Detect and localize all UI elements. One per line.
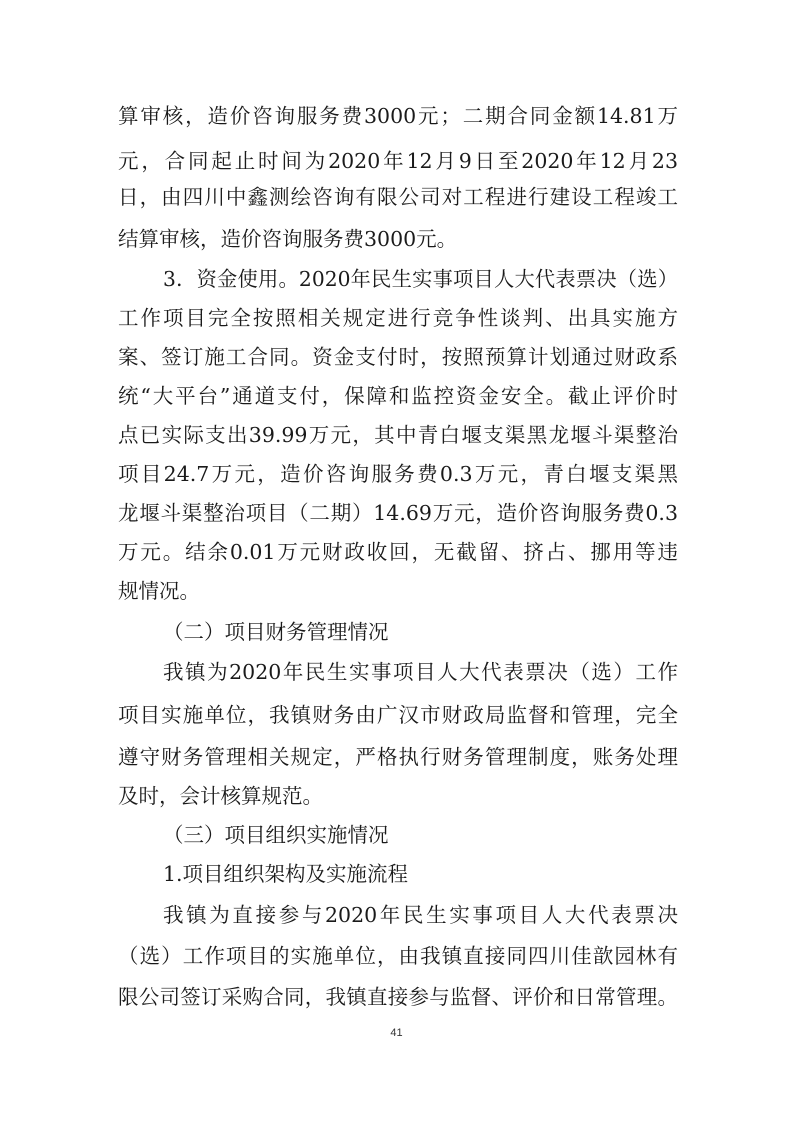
- paragraph-line: 遵守财务管理相关规定，严格执行财务管理制度，账务处理: [118, 745, 678, 769]
- paragraph-line: 限公司签订采购合同，我镇直接参与监督、评价和日常管理。: [118, 985, 678, 1009]
- paragraph-line: 结算审核，造价咨询服务费3000元。: [118, 227, 458, 251]
- paragraph-line: 项目实施单位，我镇财务由广汉市财政局监督和管理，完全: [118, 703, 678, 727]
- paragraph-line: 案、签订施工合同。资金支付时，按照预算计划通过财政系: [118, 345, 678, 369]
- paragraph-line: （选）工作项目的实施单位，由我镇直接同四川佳歆园林有: [118, 944, 678, 968]
- paragraph-line: 万元。结余0.01万元财政收回，无截留、挤占、挪用等违: [118, 540, 678, 564]
- subsection-heading: 1.项目组织架构及实施流程: [163, 862, 409, 886]
- paragraph-line: 日，由四川中鑫测绘咨询有限公司对工程进行建设工程竣工: [118, 185, 678, 209]
- paragraph-line: 元，合同起止时间为2020年12月9日至2020年12月23: [118, 149, 678, 173]
- paragraph-line: 统“大平台”通道支付，保障和监控资金安全。截止评价时: [118, 384, 678, 408]
- paragraph-line: 项目24.7万元，造价咨询服务费0.3万元，青白堰支渠黑: [118, 462, 678, 486]
- paragraph-line: 我镇为2020年民生实事项目人大代表票决（选）工作: [163, 660, 678, 684]
- paragraph-line: 我镇为直接参与2020年民生实事项目人大代表票决: [163, 903, 678, 927]
- section-heading: （二）项目财务管理情况: [163, 620, 389, 644]
- paragraph-line: 及时，会计核算规范。: [118, 784, 323, 808]
- paragraph-line: 龙堰斗渠整治项目（二期）14.69万元，造价咨询服务费0.3: [118, 501, 678, 525]
- paragraph-line: 算审核，造价咨询服务费3000元；二期合同金额14.81万: [118, 104, 678, 128]
- paragraph-line: 规情况。: [118, 579, 200, 603]
- paragraph-line: 3．资金使用。2020年民生实事项目人大代表票决（选）: [163, 267, 678, 291]
- paragraph-line: 点已实际支出39.99万元，其中青白堰支渠黑龙堰斗渠整治: [118, 423, 678, 447]
- page-number: 41: [390, 1027, 403, 1039]
- paragraph-line: 工作项目完全按照相关规定进行竞争性谈判、出具实施方: [118, 306, 678, 330]
- section-heading: （三）项目组织实施情况: [163, 823, 389, 847]
